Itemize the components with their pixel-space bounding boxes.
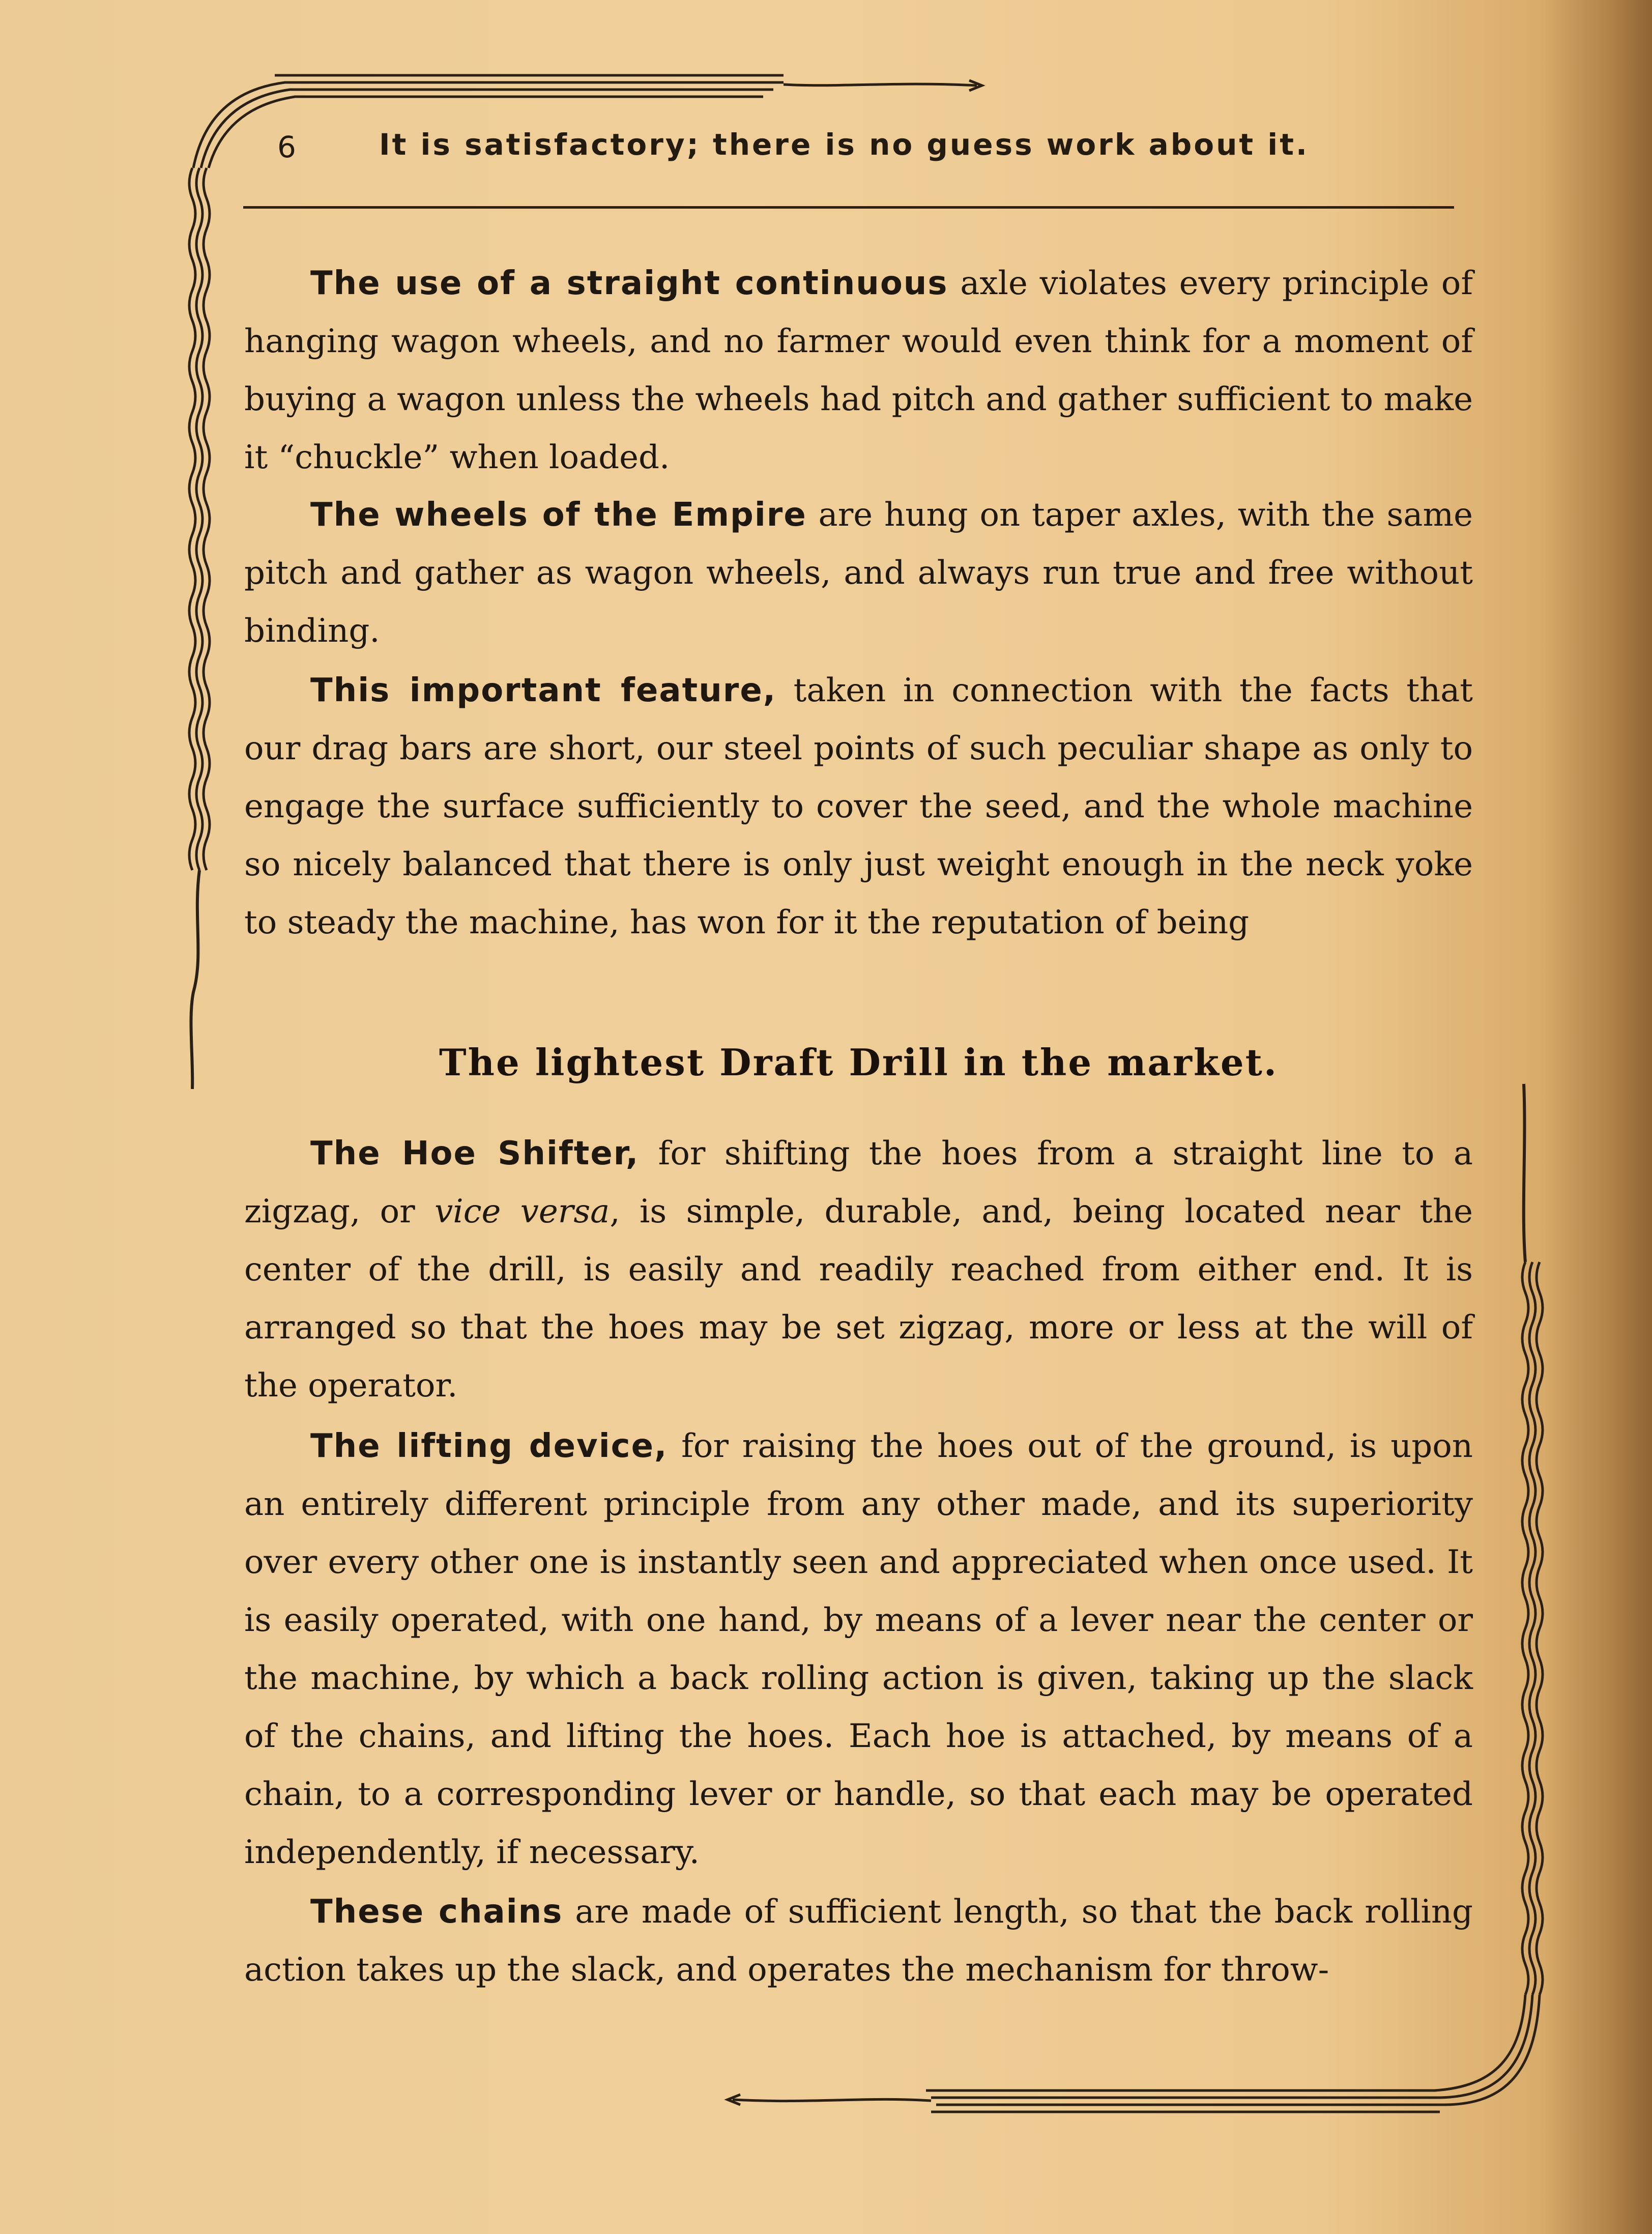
page-number: 6 [277,130,296,164]
paragraph-lead: The wheels of the Empire [310,496,807,534]
bottom-flourish-line [931,1995,1532,2098]
paragraph-text: for shifting the hoes from a straight line to a zigzag, or [244,1135,1473,1230]
right-rule-head [1524,1084,1525,1262]
section-heading: The lightest Draft Drill in the market. [439,1041,1278,1084]
left-wavy-rule [196,168,202,870]
left-wavy-rule [189,168,195,870]
right-wavy-rule [1522,1262,1528,1995]
paragraph-feature [244,662,1473,952]
paragraph-lead: The lifting device, [310,1427,668,1465]
right-wavy-rule [1529,1262,1535,1995]
header-rule [243,206,1454,209]
paragraph-text: , is simple, durable, and, being located near the center of the drill, is easily and readily reached from either end. It is arranged so that the hoes may be set zigzag, more or less at the will of the operator. [244,1193,1473,1405]
paragraph-chains [244,1883,1473,1999]
running-head: It is satisfactory; there is no guess work about it. [379,127,1309,162]
paragraph-lead: These chains [310,1893,563,1931]
paragraph-lifting-device [244,1417,1473,1881]
paragraph-wheels [244,486,1473,660]
italic-phrase: vice versa [434,1193,610,1230]
paragraph-text: axle violates every principle of hanging wagon wheels, and no farmer would even think for a moment of buying a wagon unless the wheels had pitch and gather sufficient to make it “chuckle” when loaded. [244,265,1473,476]
paragraph-text: are made of sufficient length, so that the back rolling action takes up the slack, and operates the mechanism for throw- [244,1893,1473,1989]
right-wavy-rule [1537,1262,1543,1995]
paragraph-text: for raising the hoes out of the ground, is upon an entirely different principle from any other made, and its superiority over every other one is instantly seen and appreciated when once used. It is easily operated, with one hand, by means of a lever near the center or the machine, by which a back rolling action is given, taking up the slack of the chains, and lifting the hoes. Each hoe is attached, by means of a chain, to a corresponding lever or handle, so that each may be operated independently, if necessary. [244,1427,1473,1871]
left-wavy-rule [204,168,210,870]
paragraph-hoe-shifter [244,1125,1473,1415]
paragraph-axle [244,254,1473,486]
paragraph-text: taken in connection with the facts that our drag bars are short, our steel points of such peculiar shape as only to engage the surface sufficiently to cover the seed, and the whole machine so nicely balanced that there is only just weight enough in the neck yoke to steady the machine, has won for it the reputation of being [244,672,1473,941]
left-rule-tail [191,870,199,1089]
top-flourish-tail [784,84,977,85]
bottom-flourish-line [926,1995,1525,2090]
bottom-flourish-tail [733,2099,931,2101]
paragraph-lead: This important feature, [310,672,777,709]
paragraph-lead: The use of a straight continuous [310,265,948,302]
paragraph-lead: The Hoe Shifter, [310,1135,640,1172]
paragraph-text: are hung on taper axles, with the same pitch and gather as wagon wheels, and always run true and free without binding. [244,496,1473,650]
